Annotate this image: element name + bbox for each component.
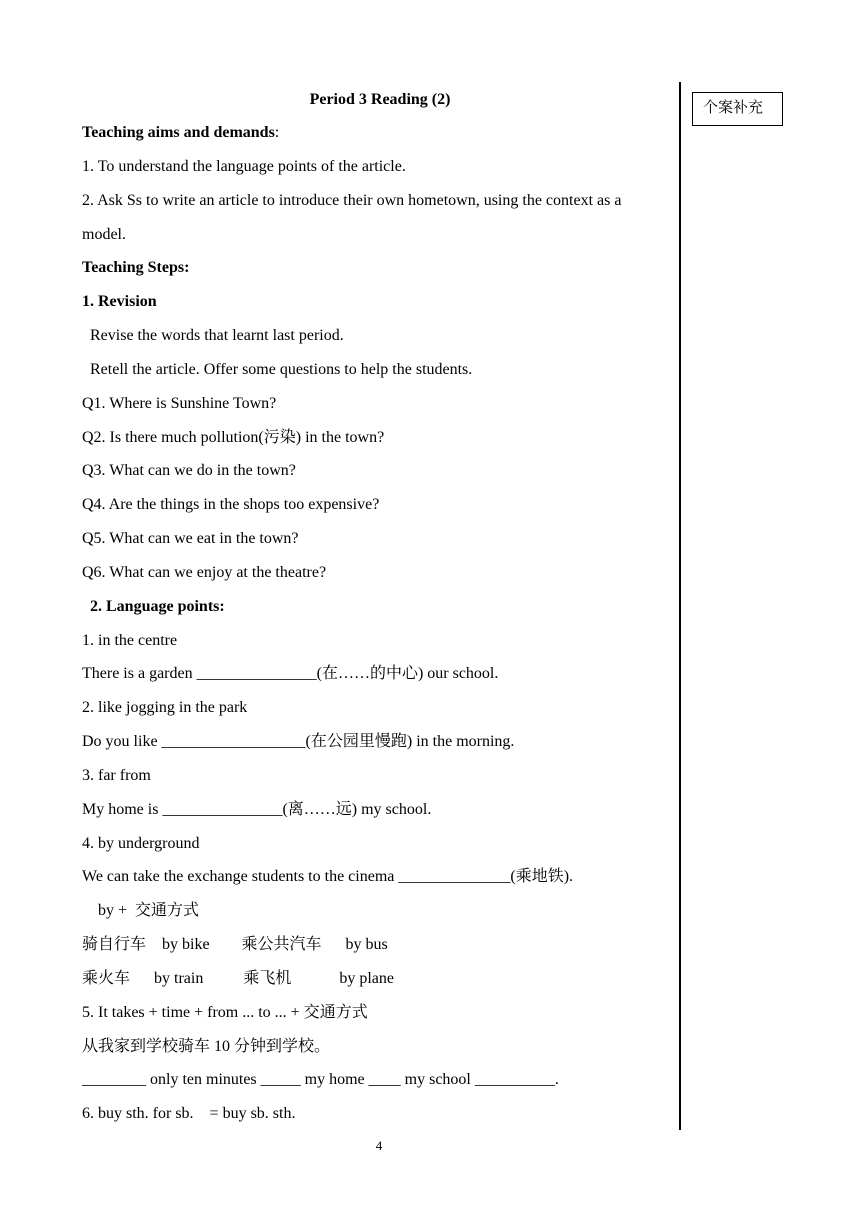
margin-rule [679, 82, 681, 1130]
exercise-3: My home is _______________(离……远) my school. [82, 801, 432, 818]
transport-rule: by + 交通方式 [82, 902, 200, 919]
transport-row-2: 乘火车 by train 乘飞机 by plane [82, 970, 394, 987]
question-2: Q2. Is there much pollution(污染) in the town? [82, 429, 385, 446]
revision-line-1: Revise the words that learnt last period. [82, 327, 344, 344]
point-5: 5. It takes + time + from ... to ... + 交通方式 [82, 1004, 368, 1021]
aim-1: 1. To understand the language points of the article. [82, 158, 406, 175]
page-number: 4 [375, 1138, 383, 1153]
exercise-1: There is a garden _______________(在……的中心) our school. [82, 665, 499, 682]
revision-line-2: Retell the article. Offer some questions to help the students. [82, 361, 473, 378]
question-3: Q3. What can we do in the town? [82, 462, 296, 479]
heading-teaching-aims: Teaching aims and demands: [82, 124, 280, 141]
question-5: Q5. What can we eat in the town? [82, 530, 299, 547]
exercise-4: We can take the exchange students to the cinema ______________(乘地铁). [82, 868, 574, 885]
aim-2-cont: model. [82, 226, 126, 243]
point-3: 3. far from [82, 767, 151, 784]
exercise-5-blank: ________ only ten minutes _____ my home ____ my school __________. [82, 1071, 559, 1088]
point-2: 2. like jogging in the park [82, 699, 248, 716]
heading-teaching-steps: Teaching Steps: [82, 259, 190, 276]
page-title: Period 3 Reading (2) [309, 91, 451, 108]
question-1: Q1. Where is Sunshine Town? [82, 395, 277, 412]
transport-row-1: 骑自行车 by bike 乘公共汽车 by bus [82, 936, 388, 953]
point-1: 1. in the centre [82, 632, 178, 649]
exercise-5-prompt: 从我家到学校骑车 10 分钟到学校。 [82, 1038, 331, 1055]
point-4: 4. by underground [82, 835, 200, 852]
heading-language-points: 2. Language points: [82, 598, 225, 615]
question-6: Q6. What can we enjoy at the theatre? [82, 564, 327, 581]
aim-2: 2. Ask Ss to write an article to introduce their own hometown, using the context as a [82, 192, 622, 209]
exercise-2: Do you like __________________(在公园里慢跑) in the morning. [82, 733, 515, 750]
point-6: 6. buy sth. for sb. = buy sb. sth. [82, 1105, 296, 1122]
question-4: Q4. Are the things in the shops too expensive? [82, 496, 380, 513]
side-note-box: 个案补充 [692, 92, 783, 126]
heading-revision: 1. Revision [82, 293, 157, 310]
